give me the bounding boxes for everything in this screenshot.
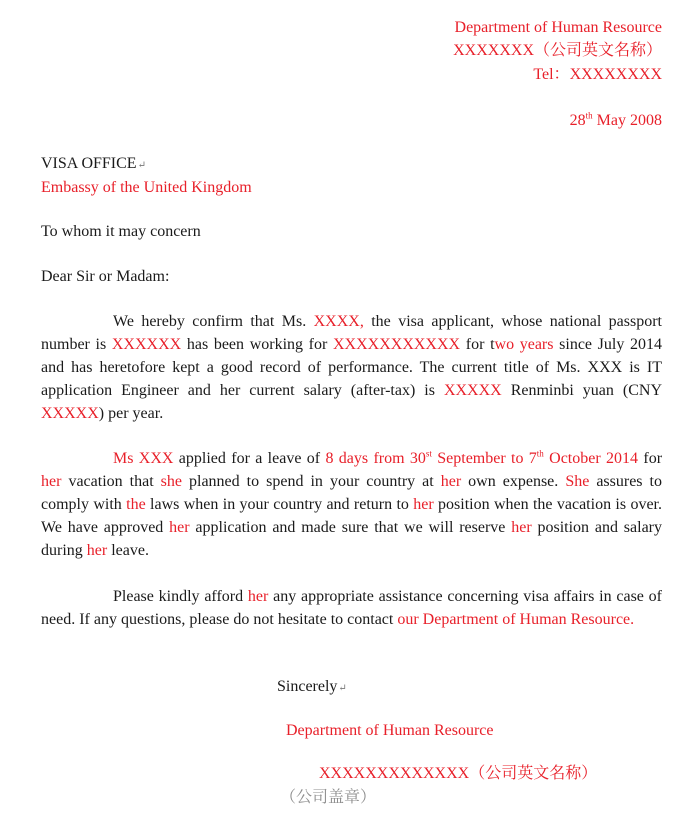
office-text: VISA OFFICE: [41, 155, 137, 172]
closing-department: Department of Human Resource: [286, 722, 494, 739]
company-name: XXXXXXXXXXX: [332, 336, 461, 353]
recipient-embassy: Embassy of the United Kingdom: [41, 179, 252, 196]
recipient-office: [41, 153, 146, 177]
salary-amount: XXXXX: [443, 382, 502, 399]
leave-period: 8 days from 30st September to 7th October 2014: [325, 448, 639, 467]
to-whom: To whom it may concern: [41, 223, 201, 240]
date-suffix: th: [585, 110, 593, 121]
header-date: [570, 110, 662, 132]
tel-value: XXXXXXXX: [569, 66, 662, 83]
paragraph-mark-icon: ↵: [338, 683, 347, 694]
salary-cny: XXXXX: [41, 405, 99, 422]
work-duration: wo years: [494, 336, 554, 353]
header-department: Department of Human Resource: [454, 19, 662, 36]
tel-label: Tel：: [533, 66, 570, 83]
salutation: Dear Sir or Madam:: [41, 268, 170, 285]
passport-number: XXXXXX: [111, 336, 182, 353]
company-seal-placeholder: （公司盖章）: [280, 789, 377, 806]
date-rest: May 2008: [592, 112, 662, 129]
closing-company: XXXXXXXXXXXXX（公司英文名称）: [319, 765, 598, 782]
applicant-name: XXXX,: [313, 313, 364, 330]
closing-sincerely: Sincerely↵: [277, 678, 347, 695]
paragraph-leave: Ms XXX applied for a leave of 8 days from 30st September to 7th October 2014 for her vacation that she planned to spend in your country at her own expense. She assures to comply with the laws when in your country and return to her position when the vacation is over. We have approved her application and made sure that we will reserve her position and salary during her leave.: [41, 448, 663, 559]
leave-applicant: Ms XXX: [113, 450, 174, 467]
header-tel: [533, 64, 662, 86]
contact-department: our Department of Human Resource.: [397, 611, 635, 628]
date-day: 28: [569, 112, 586, 129]
paragraph-mark-icon: ↵: [137, 160, 146, 171]
header-company: XXXXXXX（公司英文名称）: [453, 42, 662, 59]
paragraph-request: Please kindly afford her any appropriate assistance concerning visa affairs in case of need. If any questions, please do not hesitate to contact our Department of Human Resource.: [41, 588, 663, 628]
paragraph-confirmation: We hereby confirm that Ms. XXXX, the visa applicant, whose national passport number is XXXXXX has been working for XXXXXXXXXXX for two years since July 2014 and has heretofore kept a good record of performance. The current title of Ms. XXX is IT application Engineer and her current salary (after-tax) is XXXXX Renminbi yuan (CNY XXXXX) per year.: [41, 313, 663, 422]
